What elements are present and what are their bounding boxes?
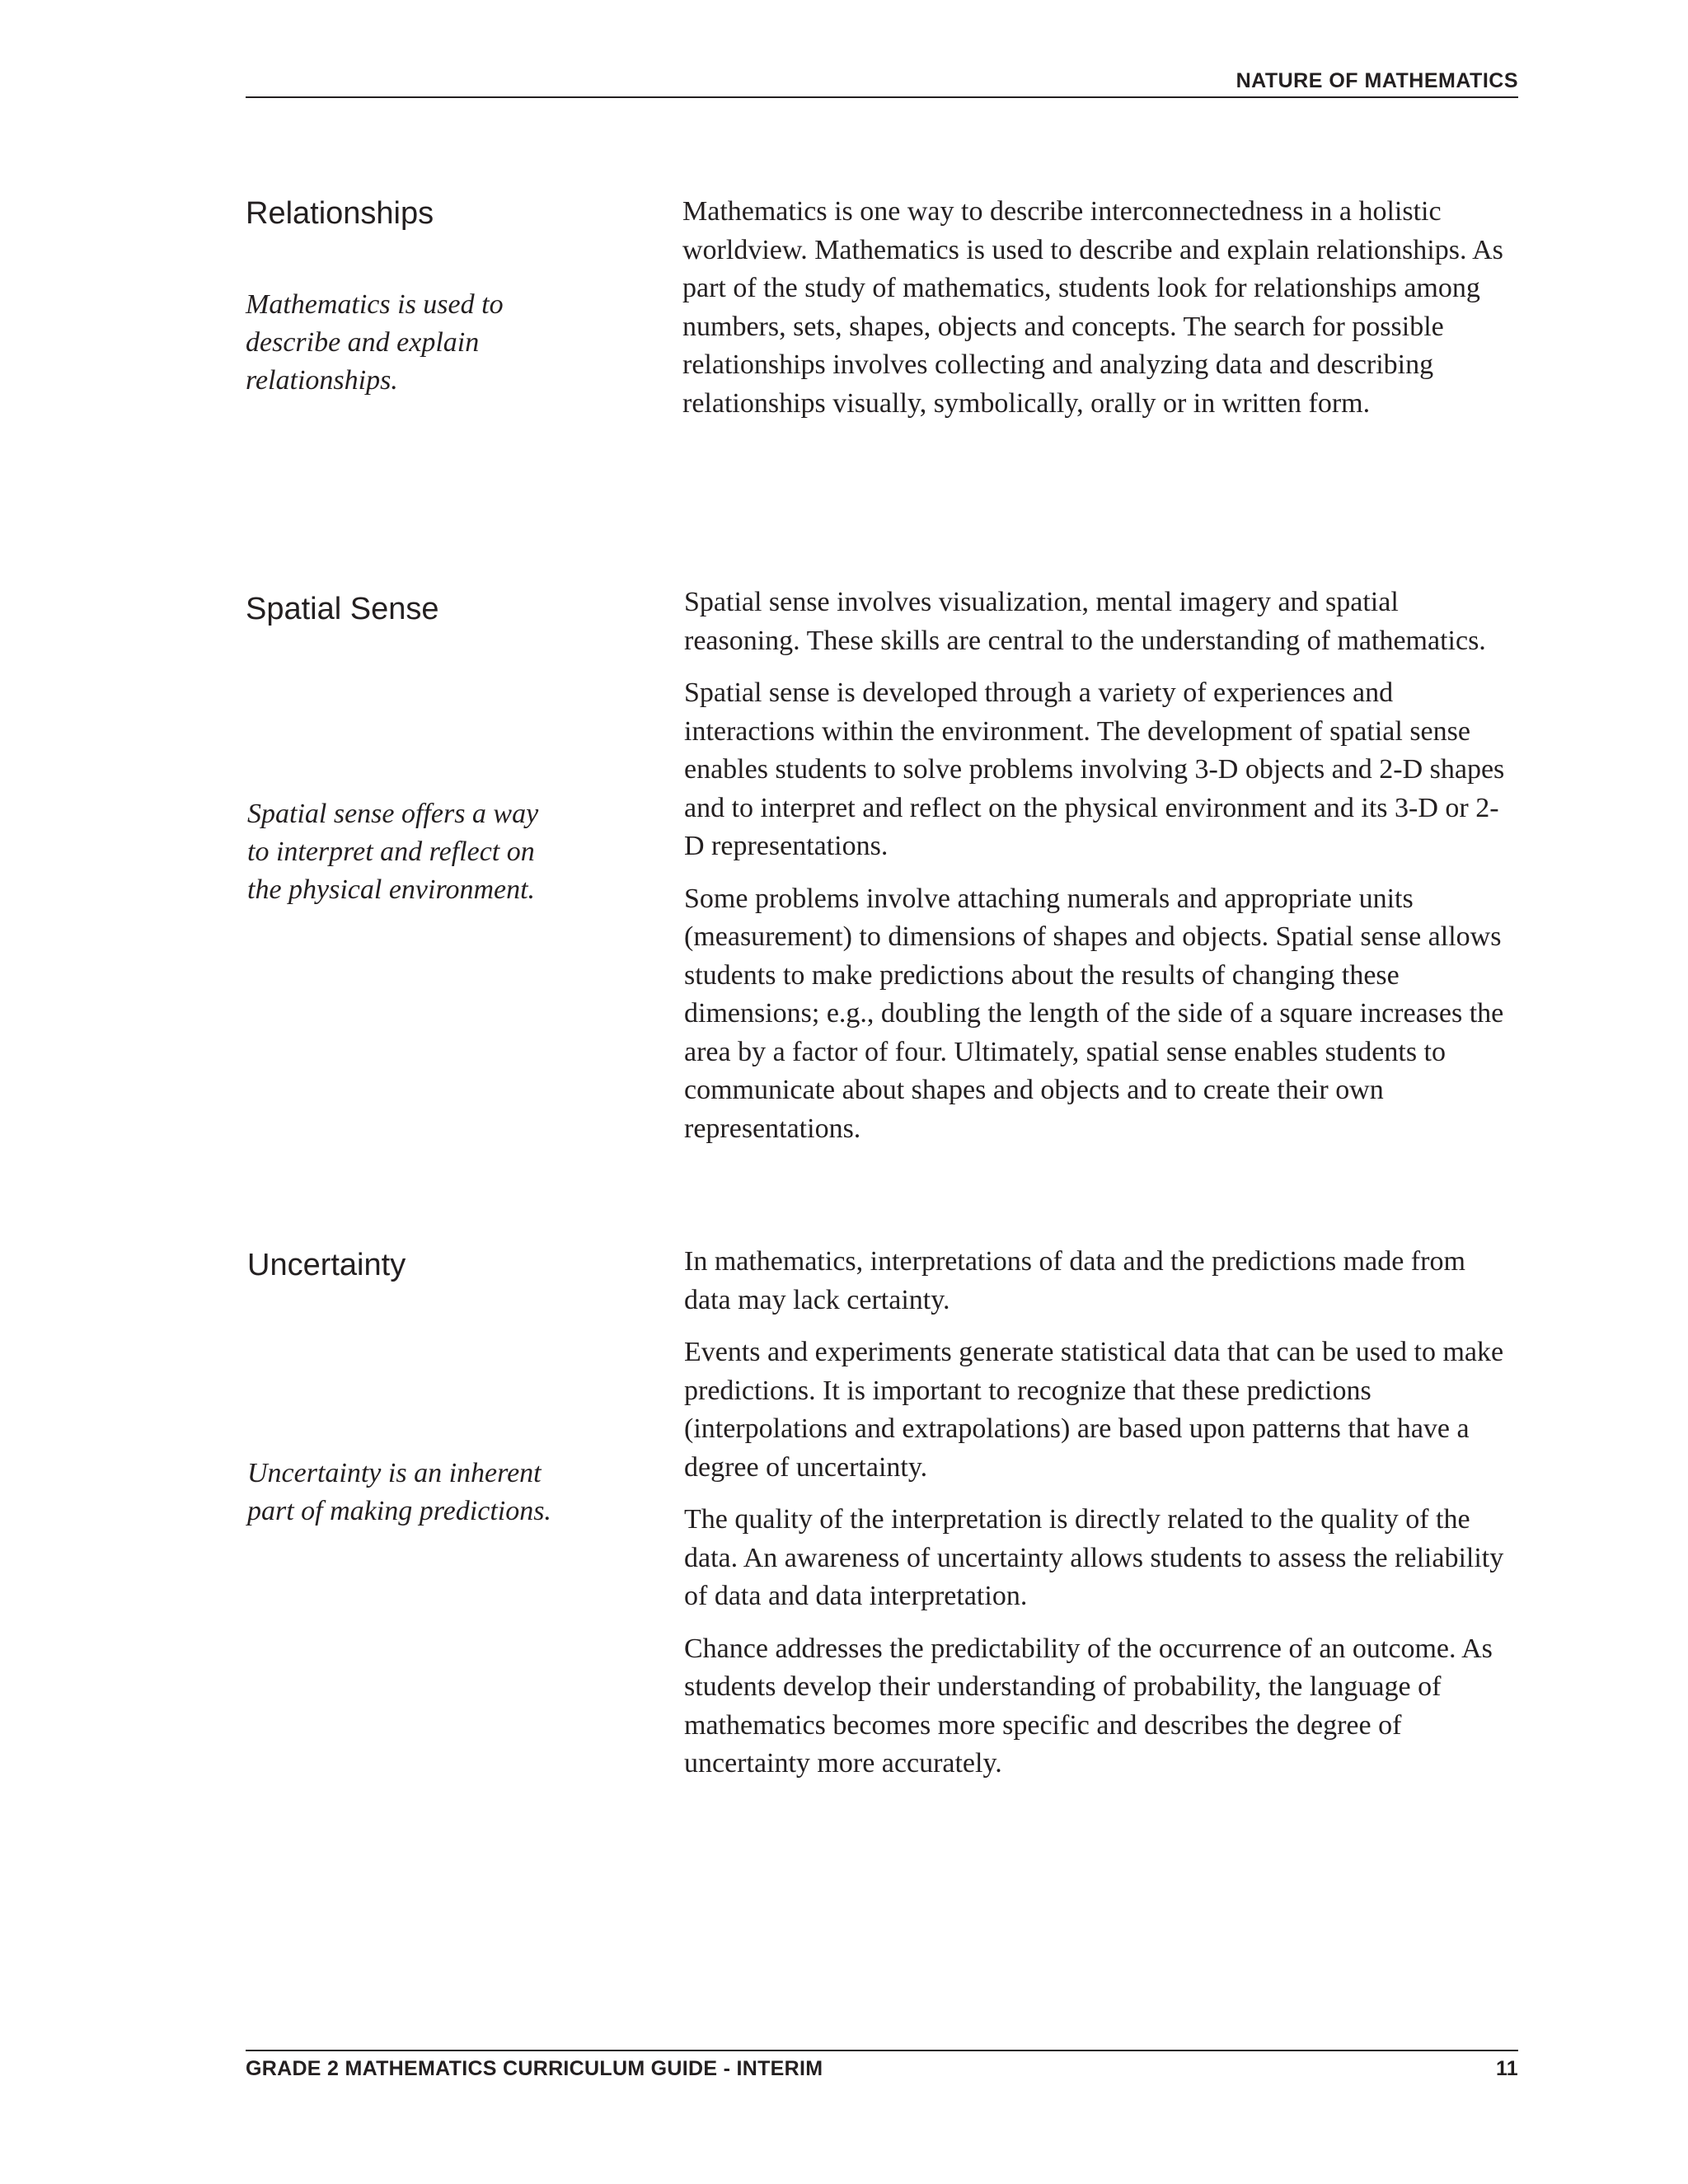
- body-uncertainty: [684, 1243, 1512, 1797]
- footer-rule: [246, 2050, 1518, 2051]
- paragraph: Spatial sense involves visualization, mental imagery and spatial reasoning. These skills are central to the understanding of mathematics.: [684, 587, 1486, 656]
- running-head: NATURE OF MATHEMATICS: [1236, 69, 1518, 92]
- section-title-uncertainty: Uncertainty: [247, 1248, 406, 1282]
- margin-note-uncertainty: Uncertainty is an inherent part of making predictions.: [247, 1458, 551, 1526]
- header-rule: [246, 96, 1518, 98]
- paragraph: In mathematics, interpretations of data and the predictions made from data may lack certainty.: [684, 1246, 1465, 1315]
- paragraph: Some problems involve attaching numerals and appropriate units (measurement) to dimensions of shapes and objects. Spatial sense allows students to make predictions about the results of changing these dimensions; e.g., doubling the length of the side of a square increases the area by a factor of four. Ultimately, spatial sense enables students to communicate about shapes and objects and to create their own representations.: [684, 883, 1504, 1144]
- footer-document-title: GRADE 2 MATHEMATICS CURRICULUM GUIDE - INTERIM: [246, 2057, 823, 2080]
- margin-note-relationships: Mathematics is used to describe and explain relationships.: [246, 289, 504, 396]
- body-relationships: [682, 193, 1515, 437]
- section-title-relationships: Relationships: [246, 196, 434, 231]
- margin-note-spatial-sense: Spatial sense offers a way to interpret and reflect on the physical environment.: [247, 799, 539, 905]
- page-number: 11: [1495, 2057, 1518, 2080]
- paragraph: Spatial sense is developed through a variety of experiences and interactions within the environment. The development of spatial sense enables students to solve problems involving 3-D objects and 2-D shapes and to interpret and reflect on the physical environment and its 3-D or 2-D representations.: [684, 677, 1505, 861]
- section-title-spatial-sense: Spatial Sense: [246, 592, 439, 626]
- paragraph: Chance addresses the predictability of the occurrence of an outcome. As students develop their understanding of probability, the language of mathematics becomes more specific and describes the degree of uncertainty more accurately.: [684, 1633, 1493, 1779]
- paragraph: The quality of the interpretation is directly related to the quality of the data. An awareness of uncertainty allows students to assess the reliability of data and data interpretation.: [684, 1504, 1504, 1611]
- paragraph: Mathematics is one way to describe interconnectedness in a holistic worldview. Mathematics is used to describe and explain relationships. As part of the study of mathematics, students look for relationships among numbers, sets, shapes, objects and concepts. The search for possible relationships involves collecting and analyzing data and describing relationships visually, symbolically, orally or in written form.: [682, 196, 1503, 419]
- body-spatial-sense: [684, 583, 1512, 1162]
- paragraph: Events and experiments generate statistical data that can be used to make predictions. It is important to recognize that these predictions (interpolations and extrapolations) are based upon patterns that have a degree of uncertainty.: [684, 1337, 1504, 1483]
